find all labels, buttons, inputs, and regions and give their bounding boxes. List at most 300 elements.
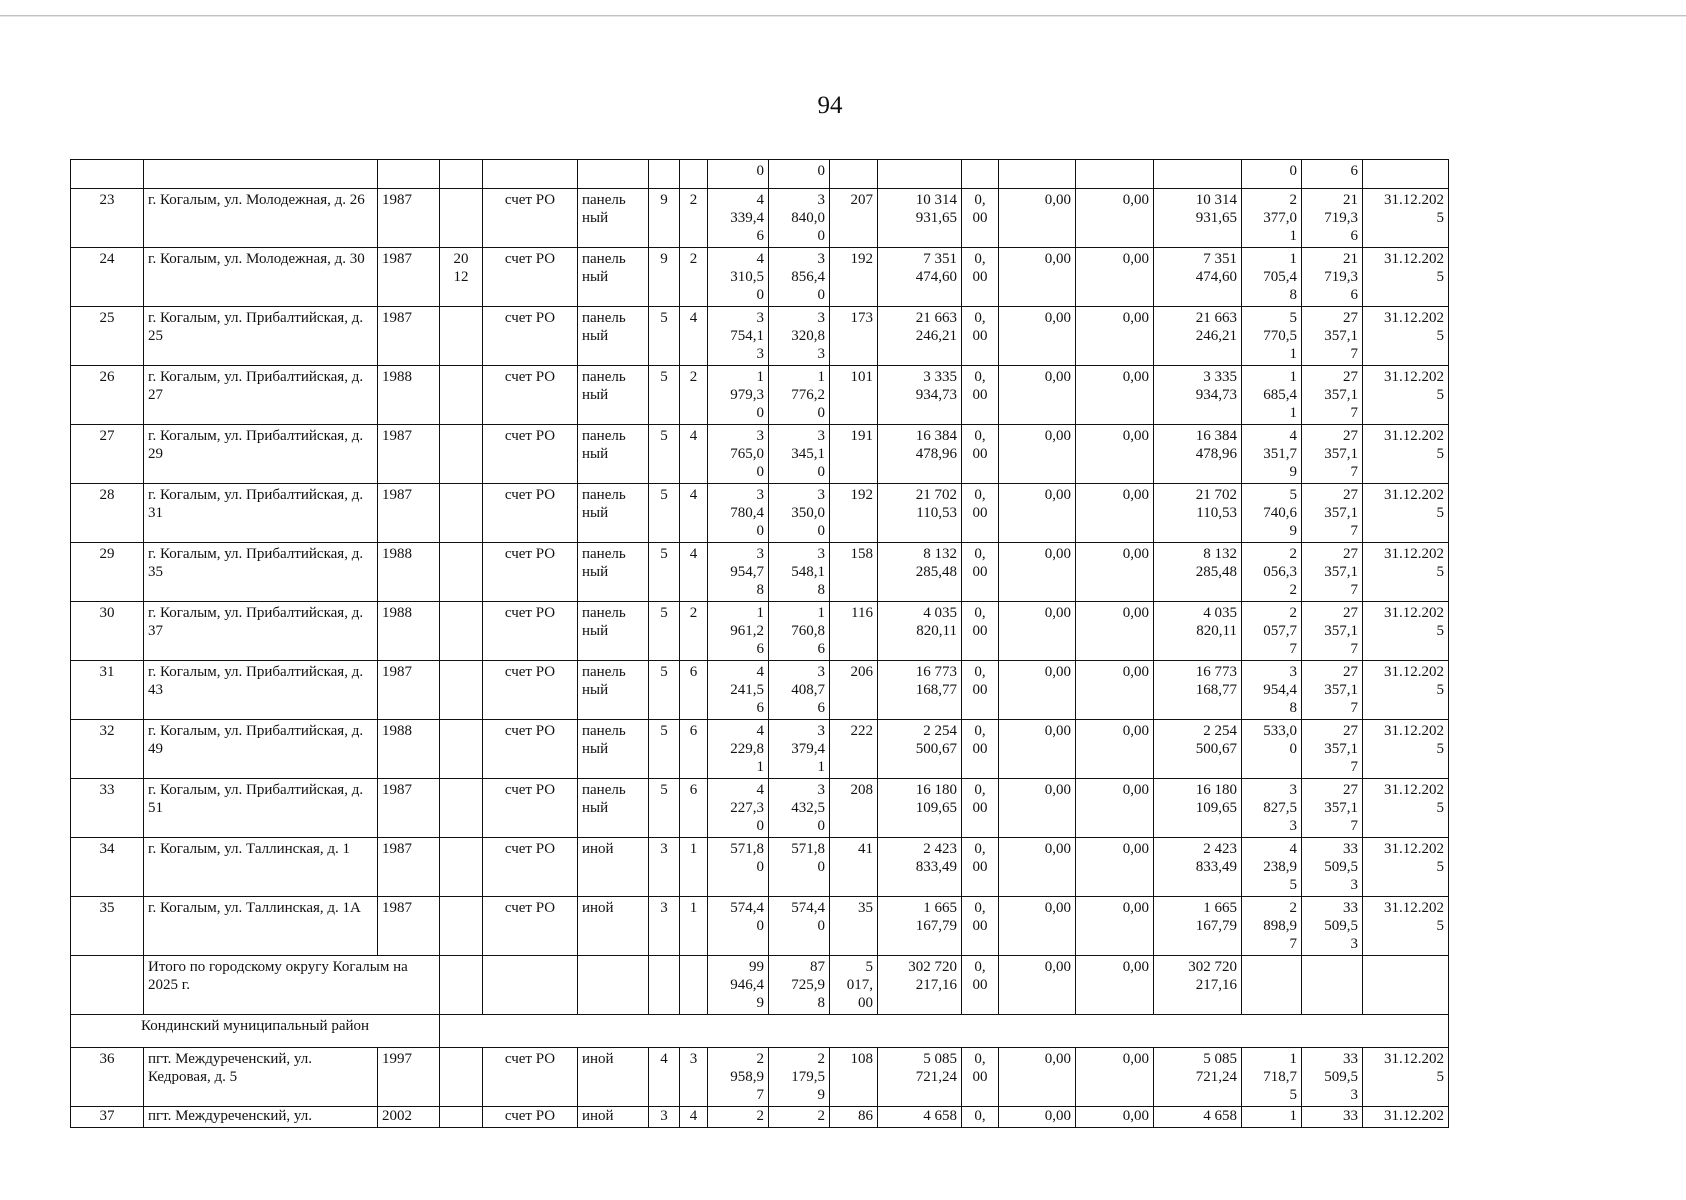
table-cell: 3 954,4 8	[1242, 661, 1302, 720]
table-cell: 2	[680, 248, 708, 307]
table-cell: 207	[830, 189, 878, 248]
table-cell: пгт. Междуреченский, ул.	[144, 1107, 378, 1128]
table-cell: 3 548,1 8	[769, 543, 830, 602]
table-cell: 1 979,3 0	[708, 366, 769, 425]
table-cell: счет РО	[483, 248, 578, 307]
table-cell	[440, 307, 483, 366]
table-cell: 21 719,3 6	[1302, 189, 1363, 248]
table-cell: 1987	[378, 484, 440, 543]
table-cell: г. Когалым, ул. Прибалтийская, д. 37	[144, 602, 378, 661]
table-cell: 222	[830, 720, 878, 779]
table-cell: 26	[71, 366, 144, 425]
table-cell: 0,00	[1076, 838, 1154, 897]
table-cell: 3 780,4 0	[708, 484, 769, 543]
table-cell: панель ный	[578, 484, 649, 543]
table-cell: 34	[71, 838, 144, 897]
table-cell: 27 357,1 7	[1302, 720, 1363, 779]
table-cell: 3 379,4 1	[769, 720, 830, 779]
table-row	[71, 838, 1449, 897]
table-cell: 1987	[378, 779, 440, 838]
table-cell: 4 238,9 5	[1242, 838, 1302, 897]
table-cell: 0,00	[1076, 661, 1154, 720]
table-cell: г. Когалым, ул. Таллинская, д. 1А	[144, 897, 378, 956]
table-cell: 16 180 109,65	[878, 779, 962, 838]
table-cell	[440, 425, 483, 484]
table-cell: 0,00	[999, 307, 1076, 366]
table-cell: 1987	[378, 307, 440, 366]
table-cell: 4	[649, 1048, 680, 1107]
table-cell: 27 357,1 7	[1302, 425, 1363, 484]
table-cell	[440, 720, 483, 779]
table-cell: 1988	[378, 543, 440, 602]
scan-edge	[0, 10, 1686, 20]
table-cell: 29	[71, 543, 144, 602]
table-cell: счет РО	[483, 484, 578, 543]
table-cell	[1302, 956, 1363, 1015]
table-cell	[1242, 956, 1302, 1015]
table-cell: 10 314 931,65	[878, 189, 962, 248]
table-cell: 4 035 820,11	[1154, 602, 1242, 661]
table-cell: 5 085 721,24	[878, 1048, 962, 1107]
table-cell: 27 357,1 7	[1302, 779, 1363, 838]
table-row	[71, 602, 1449, 661]
table-cell: 5	[649, 602, 680, 661]
page-number: 94	[817, 92, 843, 119]
table-row	[71, 366, 1449, 425]
table-cell	[440, 366, 483, 425]
table-cell: 5	[649, 543, 680, 602]
table-cell: 0, 00	[962, 602, 999, 661]
table-cell	[440, 160, 483, 189]
table-cell: 31.12.202 5	[1363, 1048, 1449, 1107]
table-cell: 8 132 285,48	[1154, 543, 1242, 602]
table-cell: 0,00	[999, 543, 1076, 602]
table-cell: 3 335 934,73	[878, 366, 962, 425]
table-cell: 2 423 833,49	[1154, 838, 1242, 897]
table-cell: 3 954,7 8	[708, 543, 769, 602]
table-cell: 0,00	[1076, 779, 1154, 838]
table-cell: 4	[680, 484, 708, 543]
table-cell: панель ный	[578, 307, 649, 366]
table-cell: 31.12.202 5	[1363, 425, 1449, 484]
table-cell: панель ный	[578, 720, 649, 779]
table-cell: 0, 00	[962, 838, 999, 897]
table-cell: 27	[71, 425, 144, 484]
table-cell: 0, 00	[962, 720, 999, 779]
table-cell: 21 702 110,53	[1154, 484, 1242, 543]
table-cell: 574,4 0	[708, 897, 769, 956]
table-cell	[578, 956, 649, 1015]
table-cell: 27 357,1 7	[1302, 484, 1363, 543]
table-cell: 1	[680, 897, 708, 956]
table-cell: 16 180 109,65	[1154, 779, 1242, 838]
table-cell: 4 241,5 6	[708, 661, 769, 720]
table-cell	[144, 160, 378, 189]
table-cell: счет РО	[483, 838, 578, 897]
table-cell	[1363, 956, 1449, 1015]
table-cell: 1988	[378, 602, 440, 661]
table-row	[71, 307, 1449, 366]
table-cell	[1154, 160, 1242, 189]
table-cell: 27 357,1 7	[1302, 307, 1363, 366]
table-cell	[440, 897, 483, 956]
table-cell: 0,00	[999, 366, 1076, 425]
table-cell: 0,00	[999, 248, 1076, 307]
table-cell: г. Когалым, ул. Прибалтийская, д. 27	[144, 366, 378, 425]
table-cell: 31.12.202 5	[1363, 661, 1449, 720]
table-cell: 0,00	[999, 602, 1076, 661]
table-cell: 1	[680, 838, 708, 897]
table-cell: 21 663 246,21	[1154, 307, 1242, 366]
table-cell: 571,8 0	[708, 838, 769, 897]
table-cell: 10 314 931,65	[1154, 189, 1242, 248]
table-cell: 1 760,8 6	[769, 602, 830, 661]
table-cell: 20 12	[440, 248, 483, 307]
table-cell: 0,00	[999, 956, 1076, 1015]
table-cell: 533,0 0	[1242, 720, 1302, 779]
table-cell: г. Когалым, ул. Прибалтийская, д. 25	[144, 307, 378, 366]
table-cell: 5 740,6 9	[1242, 484, 1302, 543]
table-cell: 6	[680, 661, 708, 720]
table-cell: 116	[830, 602, 878, 661]
table-cell	[1363, 160, 1449, 189]
table-cell: 2 423 833,49	[878, 838, 962, 897]
table-cell: 35	[71, 897, 144, 956]
table-row	[71, 1048, 1449, 1107]
table-cell	[440, 543, 483, 602]
table-cell: счет РО	[483, 779, 578, 838]
table-cell: 1988	[378, 720, 440, 779]
table-cell: 27 357,1 7	[1302, 543, 1363, 602]
table-cell: 5	[649, 307, 680, 366]
table-cell	[483, 956, 578, 1015]
table-cell	[440, 484, 483, 543]
table-cell: 0,00	[999, 189, 1076, 248]
table-cell: 5 085 721,24	[1154, 1048, 1242, 1107]
table-row	[71, 779, 1449, 838]
table-cell	[440, 602, 483, 661]
table-cell: 0,00	[1076, 307, 1154, 366]
table-row	[71, 543, 1449, 602]
table-cell: пгт. Междуреченский, ул. Кедровая, д. 5	[144, 1048, 378, 1107]
table-cell: 7 351 474,60	[878, 248, 962, 307]
table-cell: 574,4 0	[769, 897, 830, 956]
table-cell: 0,00	[999, 425, 1076, 484]
table-cell: 21 719,3 6	[1302, 248, 1363, 307]
table-cell: 206	[830, 661, 878, 720]
table-cell: 31.12.202 5	[1363, 543, 1449, 602]
table-cell: 2	[769, 1107, 830, 1128]
table-cell: 2	[680, 602, 708, 661]
table-cell: панель ный	[578, 543, 649, 602]
table-cell	[1076, 160, 1154, 189]
table-cell: 1988	[378, 366, 440, 425]
table-cell: 571,8 0	[769, 838, 830, 897]
table-cell	[440, 189, 483, 248]
table-cell: 4 658	[1154, 1107, 1242, 1128]
table-cell: 0,00	[1076, 1048, 1154, 1107]
table-cell: счет РО	[483, 543, 578, 602]
table-cell: счет РО	[483, 602, 578, 661]
table-cell: 0, 00	[962, 661, 999, 720]
table-cell: 1 705,4 8	[1242, 248, 1302, 307]
table-row	[71, 720, 1449, 779]
table-cell: 31.12.202 5	[1363, 838, 1449, 897]
table-cell: 37	[71, 1107, 144, 1128]
table-cell: 3 754,1 3	[708, 307, 769, 366]
table-cell: 31.12.202 5	[1363, 189, 1449, 248]
table-cell: 4 227,3 0	[708, 779, 769, 838]
table-cell: 31.12.202 5	[1363, 602, 1449, 661]
table-cell: 3	[649, 897, 680, 956]
table-cell: г. Когалым, ул. Таллинская, д. 1	[144, 838, 378, 897]
table-cell: 6	[1302, 160, 1363, 189]
table-cell: 9	[649, 189, 680, 248]
table-cell: панель ный	[578, 425, 649, 484]
table-cell: 99 946,4 9	[708, 956, 769, 1015]
table-cell: 3 345,1 0	[769, 425, 830, 484]
table-cell: 6	[680, 720, 708, 779]
table-cell: 0,00	[999, 1107, 1076, 1128]
table-cell: 9	[649, 248, 680, 307]
table-cell	[71, 956, 144, 1015]
table-cell: иной	[578, 1107, 649, 1128]
table-cell: 0,00	[999, 1048, 1076, 1107]
table-cell: 0,00	[1076, 897, 1154, 956]
table-cell: 31.12.202	[1363, 1107, 1449, 1128]
table-cell: 16 384 478,96	[1154, 425, 1242, 484]
table-cell: г. Когалым, ул. Прибалтийская, д. 29	[144, 425, 378, 484]
table-cell: 36	[71, 1048, 144, 1107]
table-cell: 16 773 168,77	[1154, 661, 1242, 720]
table-cell: 0,00	[1076, 189, 1154, 248]
table-cell	[962, 160, 999, 189]
table-cell: иной	[578, 897, 649, 956]
table-cell: 302 720 217,16	[1154, 956, 1242, 1015]
table-cell: 2002	[378, 1107, 440, 1128]
table-cell	[440, 779, 483, 838]
table-cell: 0,00	[1076, 1107, 1154, 1128]
table-cell: 101	[830, 366, 878, 425]
table-cell: 31	[71, 661, 144, 720]
table-cell: 21 663 246,21	[878, 307, 962, 366]
table-cell: панель ный	[578, 779, 649, 838]
table-cell: 0,00	[999, 897, 1076, 956]
table-cell: 0, 00	[962, 425, 999, 484]
table-cell: счет РО	[483, 366, 578, 425]
table-row	[71, 189, 1449, 248]
table-cell	[440, 1048, 483, 1107]
table-cell: 3 350,0 0	[769, 484, 830, 543]
table-cell: 5	[649, 661, 680, 720]
table-cell: 2 056,3 2	[1242, 543, 1302, 602]
table-cell: 0,	[962, 1107, 999, 1128]
table-cell: 1987	[378, 248, 440, 307]
table-cell: 1 685,4 1	[1242, 366, 1302, 425]
section-title: Кондинский муниципальный район	[71, 1015, 440, 1048]
table-cell	[878, 160, 962, 189]
table-row	[71, 661, 1449, 720]
table-cell: 192	[830, 248, 878, 307]
table-cell: 21 702 110,53	[878, 484, 962, 543]
table-cell: счет РО	[483, 307, 578, 366]
table-cell: 191	[830, 425, 878, 484]
table-cell: 0, 00	[962, 366, 999, 425]
table-cell: 2	[680, 189, 708, 248]
table-cell: 208	[830, 779, 878, 838]
table-cell: 302 720 217,16	[878, 956, 962, 1015]
table-cell: 33	[71, 779, 144, 838]
table-cell: 0	[769, 160, 830, 189]
table-cell: 24	[71, 248, 144, 307]
table-cell: 1987	[378, 838, 440, 897]
table-cell: 1 665 167,79	[1154, 897, 1242, 956]
table-cell: иной	[578, 1048, 649, 1107]
table-cell: 31.12.202 5	[1363, 484, 1449, 543]
table-cell: 31.12.202 5	[1363, 248, 1449, 307]
table-cell: 30	[71, 602, 144, 661]
table-cell	[378, 160, 440, 189]
table-cell: 1 961,2 6	[708, 602, 769, 661]
section-row	[71, 1015, 1449, 1048]
table-cell: г. Когалым, ул. Молодежная, д. 26	[144, 189, 378, 248]
table-cell: 33 509,5 3	[1302, 897, 1363, 956]
table-cell: 31.12.202 5	[1363, 720, 1449, 779]
table-cell: 5	[649, 484, 680, 543]
table-cell: панель ный	[578, 366, 649, 425]
table-cell: 1987	[378, 425, 440, 484]
table-cell: 4	[680, 307, 708, 366]
table-cell	[649, 160, 680, 189]
table-cell: 3 765,0 0	[708, 425, 769, 484]
table-cell: счет РО	[483, 661, 578, 720]
table-cell: счет РО	[483, 425, 578, 484]
table-cell	[680, 160, 708, 189]
table-cell: 0,00	[1076, 484, 1154, 543]
table-cell: 0,00	[1076, 956, 1154, 1015]
table-cell: 2	[680, 366, 708, 425]
table-cell: 4 658	[878, 1107, 962, 1128]
table-cell: Итого по городскому округу Когалым на 2025 г.	[144, 956, 440, 1015]
table-cell: 2 057,7 7	[1242, 602, 1302, 661]
table-cell: 33 509,5 3	[1302, 838, 1363, 897]
table-cell: 31.12.202 5	[1363, 897, 1449, 956]
table-cell: 5 017, 00	[830, 956, 878, 1015]
table-cell: 4	[680, 1107, 708, 1128]
table-cell: г. Когалым, ул. Прибалтийская, д. 49	[144, 720, 378, 779]
table-cell: 27 357,1 7	[1302, 661, 1363, 720]
table-cell: 28	[71, 484, 144, 543]
table-cell: 0,00	[1076, 366, 1154, 425]
table-cell: счет РО	[483, 1048, 578, 1107]
table-cell: панель ный	[578, 189, 649, 248]
table-cell: 0,00	[1076, 425, 1154, 484]
table-cell: 3 856,4 0	[769, 248, 830, 307]
table-cell	[649, 956, 680, 1015]
table-cell: 32	[71, 720, 144, 779]
table-cell: 2 377,0 1	[1242, 189, 1302, 248]
table-cell: 0, 00	[962, 189, 999, 248]
table-cell: 2 958,9 7	[708, 1048, 769, 1107]
table-cell: 31.12.202 5	[1363, 366, 1449, 425]
table-cell: 3 408,7 6	[769, 661, 830, 720]
table-cell: 16 384 478,96	[878, 425, 962, 484]
table-cell: 0, 00	[962, 897, 999, 956]
table-cell: 33	[1302, 1107, 1363, 1128]
table-cell	[71, 160, 144, 189]
table-cell: 0, 00	[962, 1048, 999, 1107]
table-cell: панель ный	[578, 602, 649, 661]
total-row	[71, 956, 1449, 1015]
table-cell: счет РО	[483, 720, 578, 779]
table-cell: 6	[680, 779, 708, 838]
table-cell: 1997	[378, 1048, 440, 1107]
table-cell: 4 035 820,11	[878, 602, 962, 661]
table-cell: счет РО	[483, 189, 578, 248]
table-cell: 3 827,5 3	[1242, 779, 1302, 838]
table-cell: 5	[649, 720, 680, 779]
table-cell: 0,00	[999, 779, 1076, 838]
table-cell: 0, 00	[962, 484, 999, 543]
table-cell: 4	[680, 425, 708, 484]
table-row	[71, 897, 1449, 956]
table-cell: 27 357,1 7	[1302, 602, 1363, 661]
table-cell: г. Когалым, ул. Прибалтийская, д. 51	[144, 779, 378, 838]
table-cell: 1 718,7 5	[1242, 1048, 1302, 1107]
table-cell: 3	[649, 1107, 680, 1128]
table-cell: 4 229,8 1	[708, 720, 769, 779]
table-cell: 3	[680, 1048, 708, 1107]
table-cell: 3 335 934,73	[1154, 366, 1242, 425]
table-cell: 16 773 168,77	[878, 661, 962, 720]
table-cell: 1987	[378, 661, 440, 720]
table-cell	[440, 838, 483, 897]
table-cell: 2 254 500,67	[878, 720, 962, 779]
table-cell: 0,00	[1076, 602, 1154, 661]
table-cell: 25	[71, 307, 144, 366]
table-cell: 31.12.202 5	[1363, 307, 1449, 366]
table-cell	[830, 160, 878, 189]
table-cell: 31.12.202 5	[1363, 779, 1449, 838]
table-cell: 5 770,5 1	[1242, 307, 1302, 366]
table-cell	[999, 160, 1076, 189]
table-cell: 4 351,7 9	[1242, 425, 1302, 484]
table-cell: 173	[830, 307, 878, 366]
table-cell: 5	[649, 425, 680, 484]
table-cell: 8 132 285,48	[878, 543, 962, 602]
table-row	[71, 484, 1449, 543]
table-cell: 3 432,5 0	[769, 779, 830, 838]
table-cell: 0,00	[999, 838, 1076, 897]
table-cell	[578, 160, 649, 189]
table-cell	[440, 956, 483, 1015]
table-row	[71, 160, 1449, 189]
table-cell	[483, 160, 578, 189]
table-cell: счет РО	[483, 1107, 578, 1128]
table-cell: панель ный	[578, 661, 649, 720]
table-cell: 5	[649, 366, 680, 425]
table-cell: 1987	[378, 897, 440, 956]
table-cell	[680, 956, 708, 1015]
table-cell: 23	[71, 189, 144, 248]
table-cell: 0, 00	[962, 307, 999, 366]
table-cell: 0	[708, 160, 769, 189]
table-cell: 41	[830, 838, 878, 897]
table-cell: 0,00	[1076, 543, 1154, 602]
table-cell	[440, 1015, 1449, 1048]
table-cell: 0, 00	[962, 543, 999, 602]
table-cell: 0,00	[999, 720, 1076, 779]
